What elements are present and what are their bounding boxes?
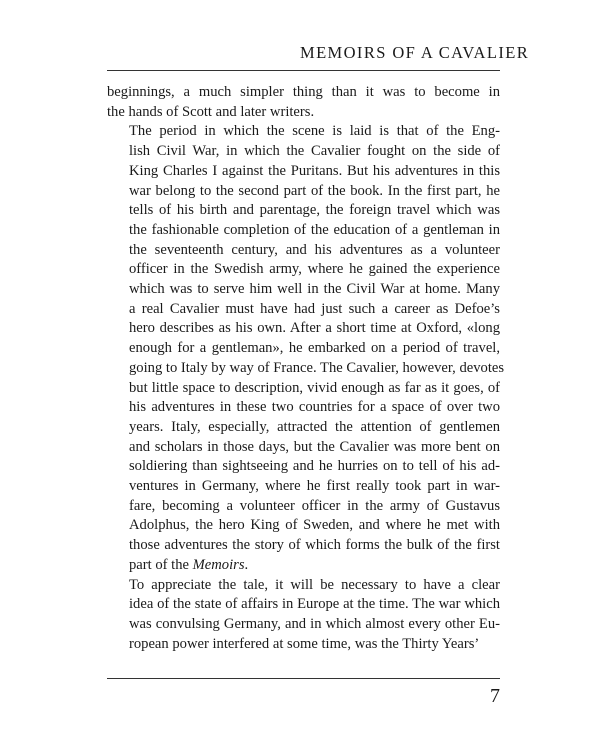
text-line: tells of his birth and parentage, the foreign travel which was <box>129 202 500 219</box>
text-line: beginnings, a much simpler thing than it was to become in <box>107 84 500 100</box>
text-line: The period in which the scene is laid is that of the Eng- <box>129 123 500 140</box>
body-text <box>107 83 505 654</box>
text-line: the fashionable completion of the education of a gentleman in <box>129 221 500 238</box>
text-line: ventures in Germany, where he first really took part in war- <box>129 478 500 495</box>
running-head: MEMOIRS OF A CAVALIER <box>300 43 530 62</box>
text-line: ropean power interfered at some time, was the Thirty Years’ <box>129 635 480 652</box>
text-line: idea of the state of affairs in Europe at the time. The war which <box>129 596 500 613</box>
text-line: the seventeenth century, and his adventures as a volunteer <box>129 241 500 258</box>
text-line: part of the Memoirs. <box>129 556 249 573</box>
text-line: King Charles I against the Puritans. But his adventures in this <box>129 162 500 179</box>
page-number: 7 <box>490 685 500 707</box>
text-line: hero describes as his own. After a short time at Oxford, «long <box>129 320 500 337</box>
text-line: and scholars in those days, but the Cavalier was more bent on <box>129 438 500 455</box>
text-line: fare, becoming a volunteer officer in the army of Gustavus <box>129 497 500 514</box>
text-line: the hands of Scott and later writers. <box>107 103 315 120</box>
text-line: enough for a gentleman», he embarked on a period of travel, <box>129 340 500 357</box>
text-line: a real Cavalier must have had just such a career as Defoe’s <box>129 300 500 317</box>
text-line: was convulsing Germany, and in which almost every other Eu- <box>129 615 500 632</box>
footer-rule <box>107 678 500 679</box>
text-line: war belong to the second part of the book. In the first part, he <box>129 182 500 199</box>
paragraph-3 <box>107 576 500 655</box>
text-line: Adolphus, the hero King of Sweden, and where he met with <box>129 517 500 534</box>
text-line: lish Civil War, in which the Cavalier fought on the side of <box>129 143 500 160</box>
text-line: To appreciate the tale, it will be necessary to have a clear <box>129 576 500 593</box>
text-line: years. Italy, especially, attracted the attention of gentlemen <box>129 418 500 435</box>
header-rule <box>107 70 500 71</box>
text-line: officer in the Swedish army, where he gained the experience <box>129 261 500 278</box>
text-line: his adventures in these two countries for a space of over two <box>129 399 500 416</box>
text-line: which was to serve him well in the Civil War at home. Many <box>129 281 500 298</box>
italic-title: Memoirs <box>192 556 245 573</box>
paragraph-2 <box>107 122 505 575</box>
text-line: going to Italy by way of France. The Cavalier, however, devotes <box>129 359 505 376</box>
text-line: those adventures the story of which forms the bulk of the first <box>129 537 500 554</box>
text-line: soldiering than sightseeing and he hurries on to tell of his ad- <box>129 458 500 475</box>
text-line: but little space to description, vivid enough as far as it goes, of <box>129 379 500 396</box>
paragraph-1 <box>107 83 500 122</box>
